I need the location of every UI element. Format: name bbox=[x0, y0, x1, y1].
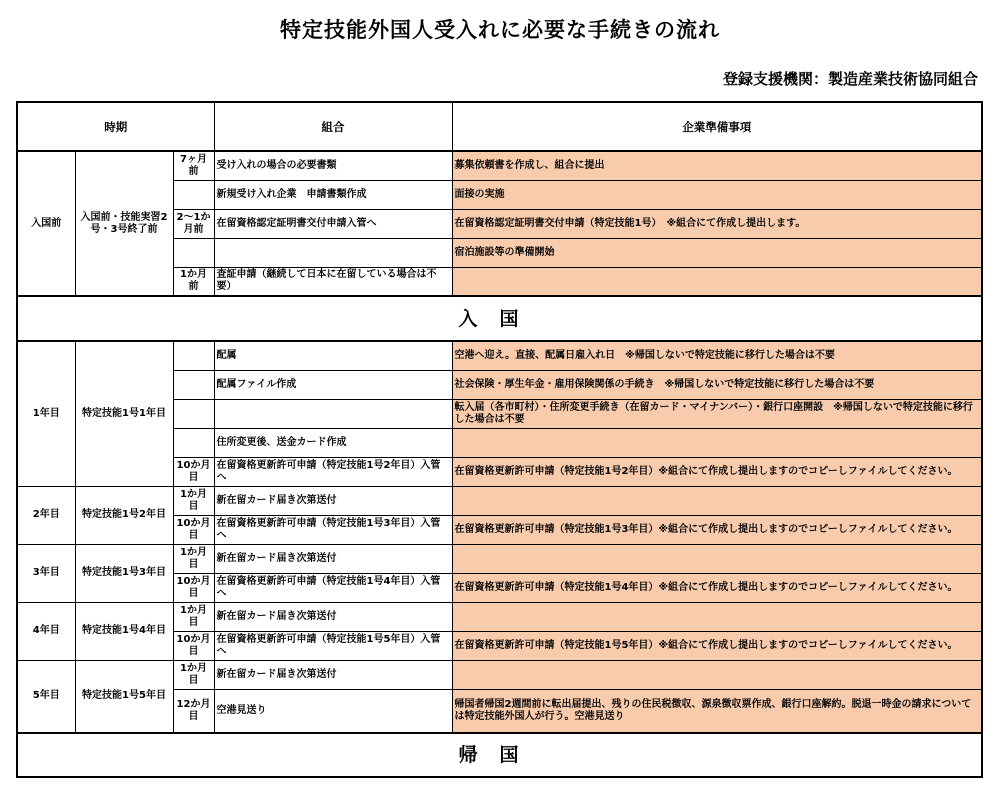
timing-cell: 10か月目 bbox=[173, 573, 214, 602]
timing-cell: 1か月目 bbox=[173, 602, 214, 631]
union-cell: 空港見送り bbox=[214, 689, 452, 733]
union-cell: 配属ファイル作成 bbox=[214, 370, 452, 399]
phase-cell: 特定技能1号2年目 bbox=[75, 486, 173, 544]
timing-cell: 1か月目 bbox=[173, 660, 214, 689]
entry-banner: 入国 bbox=[17, 296, 982, 341]
company-cell bbox=[452, 602, 982, 631]
company-cell bbox=[452, 660, 982, 689]
union-cell: 配属 bbox=[214, 341, 452, 370]
timing-cell bbox=[173, 399, 214, 428]
timing-cell bbox=[173, 180, 214, 209]
table-header-row bbox=[17, 102, 982, 151]
union-cell: 在留資格更新許可申請（特定技能1号3年目）入管へ bbox=[214, 515, 452, 544]
period-cell: 5年目 bbox=[17, 660, 75, 733]
union-cell: 在留資格認定証明書交付申請入管へ bbox=[214, 209, 452, 238]
union-cell: 新在留カード届き次第送付 bbox=[214, 660, 452, 689]
union-cell: 新規受け入れ企業 申請書類作成 bbox=[214, 180, 452, 209]
header-period: 時期 bbox=[17, 102, 214, 151]
table-row bbox=[17, 660, 982, 689]
company-cell bbox=[452, 267, 982, 296]
return-banner: 帰国 bbox=[17, 733, 982, 777]
company-cell: 宿泊施設等の準備開始 bbox=[452, 238, 982, 267]
company-cell bbox=[452, 544, 982, 573]
timing-cell: 1か月目 bbox=[173, 544, 214, 573]
company-cell: 在留資格更新許可申請（特定技能1号5年目）※組合にて作成し提出しますのでコピーしファイルしてください。 bbox=[452, 631, 982, 660]
union-cell: 受け入れの場合の必要書類 bbox=[214, 151, 452, 180]
table-row bbox=[17, 602, 982, 631]
company-cell: 社会保険・厚生年金・雇用保険関係の手続き ※帰国しないで特定技能に移行した場合は不要 bbox=[452, 370, 982, 399]
table-row bbox=[17, 151, 982, 180]
union-cell: 新在留カード届き次第送付 bbox=[214, 486, 452, 515]
timing-cell bbox=[173, 341, 214, 370]
union-cell: 新在留カード届き次第送付 bbox=[214, 602, 452, 631]
union-cell: 在留資格更新許可申請（特定技能1号2年目）入管へ bbox=[214, 457, 452, 486]
union-cell bbox=[214, 399, 452, 428]
table-row bbox=[17, 341, 982, 370]
company-cell: 面接の実施 bbox=[452, 180, 982, 209]
period-cell: 3年目 bbox=[17, 544, 75, 602]
timing-cell bbox=[173, 370, 214, 399]
organization-label: 登録支援機関：製造産業技術協同組合 bbox=[722, 70, 978, 88]
table-row bbox=[17, 486, 982, 515]
entry-banner-row bbox=[17, 296, 982, 341]
timing-cell: 10か月目 bbox=[173, 631, 214, 660]
header-company: 企業準備事項 bbox=[452, 102, 982, 151]
company-cell: 帰国者帰国2週間前に転出届提出、残りの住民税徴収、源泉徴収票作成、銀行口座解約。脱退一時金の請求については特定技能外国人が行う。空港見送り bbox=[452, 689, 982, 733]
timing-cell: 7ヶ月前 bbox=[173, 151, 214, 180]
company-cell: 在留資格更新許可申請（特定技能1号4年目）※組合にて作成し提出しますのでコピーしファイルしてください。 bbox=[452, 573, 982, 602]
union-cell: 住所変更後、送金カード作成 bbox=[214, 428, 452, 457]
company-cell bbox=[452, 428, 982, 457]
union-cell bbox=[214, 238, 452, 267]
return-banner-row bbox=[17, 733, 982, 777]
header-union: 組合 bbox=[214, 102, 452, 151]
period-cell: 2年目 bbox=[17, 486, 75, 544]
procedure-table bbox=[16, 101, 983, 778]
company-cell bbox=[452, 486, 982, 515]
company-cell: 空港へ迎え。直接、配属日雇入れ日 ※帰国しないで特定技能に移行した場合は不要 bbox=[452, 341, 982, 370]
timing-cell: 1か月前 bbox=[173, 267, 214, 296]
union-cell: 新在留カード届き次第送付 bbox=[214, 544, 452, 573]
phase-cell: 特定技能1号4年目 bbox=[75, 602, 173, 660]
company-cell: 募集依頼書を作成し、組合に提出 bbox=[452, 151, 982, 180]
timing-cell: 10か月目 bbox=[173, 515, 214, 544]
timing-cell: 12か月目 bbox=[173, 689, 214, 733]
union-cell: 在留資格更新許可申請（特定技能1号4年目）入管へ bbox=[214, 573, 452, 602]
phase-cell: 特定技能1号3年目 bbox=[75, 544, 173, 602]
phase-cell: 特定技能1号5年目 bbox=[75, 660, 173, 733]
company-cell: 在留資格更新許可申請（特定技能1号2年目）※組合にて作成し提出しますのでコピーしファイルしてください。 bbox=[452, 457, 982, 486]
timing-cell: 10か月目 bbox=[173, 457, 214, 486]
period-cell: 4年目 bbox=[17, 602, 75, 660]
timing-cell bbox=[173, 238, 214, 267]
timing-cell: 1か月目 bbox=[173, 486, 214, 515]
timing-cell bbox=[173, 428, 214, 457]
timing-cell: 2～1か月前 bbox=[173, 209, 214, 238]
page-title: 特定技能外国人受入れに必要な手続きの流れ bbox=[280, 18, 720, 42]
table-row bbox=[17, 544, 982, 573]
union-cell: 在留資格更新許可申請（特定技能1号5年目）入管へ bbox=[214, 631, 452, 660]
period-cell: 入国前 bbox=[17, 151, 75, 296]
company-cell: 転入届（各市町村）・住所変更手続き（在留カード・マイナンバー）・銀行口座開設 ※帰国しないで特定技能に移行した場合は不要 bbox=[452, 399, 982, 428]
union-cell: 査証申請（継続して日本に在留している場合は不要） bbox=[214, 267, 452, 296]
company-cell: 在留資格更新許可申請（特定技能1号3年目）※組合にて作成し提出しますのでコピーしファイルしてください。 bbox=[452, 515, 982, 544]
phase-cell: 特定技能1号1年目 bbox=[75, 341, 173, 486]
phase-cell: 入国前・技能実習2号・3号終了前 bbox=[75, 151, 173, 296]
company-cell: 在留資格認定証明書交付申請（特定技能1号） ※組合にて作成し提出します。 bbox=[452, 209, 982, 238]
period-cell: 1年目 bbox=[17, 341, 75, 486]
